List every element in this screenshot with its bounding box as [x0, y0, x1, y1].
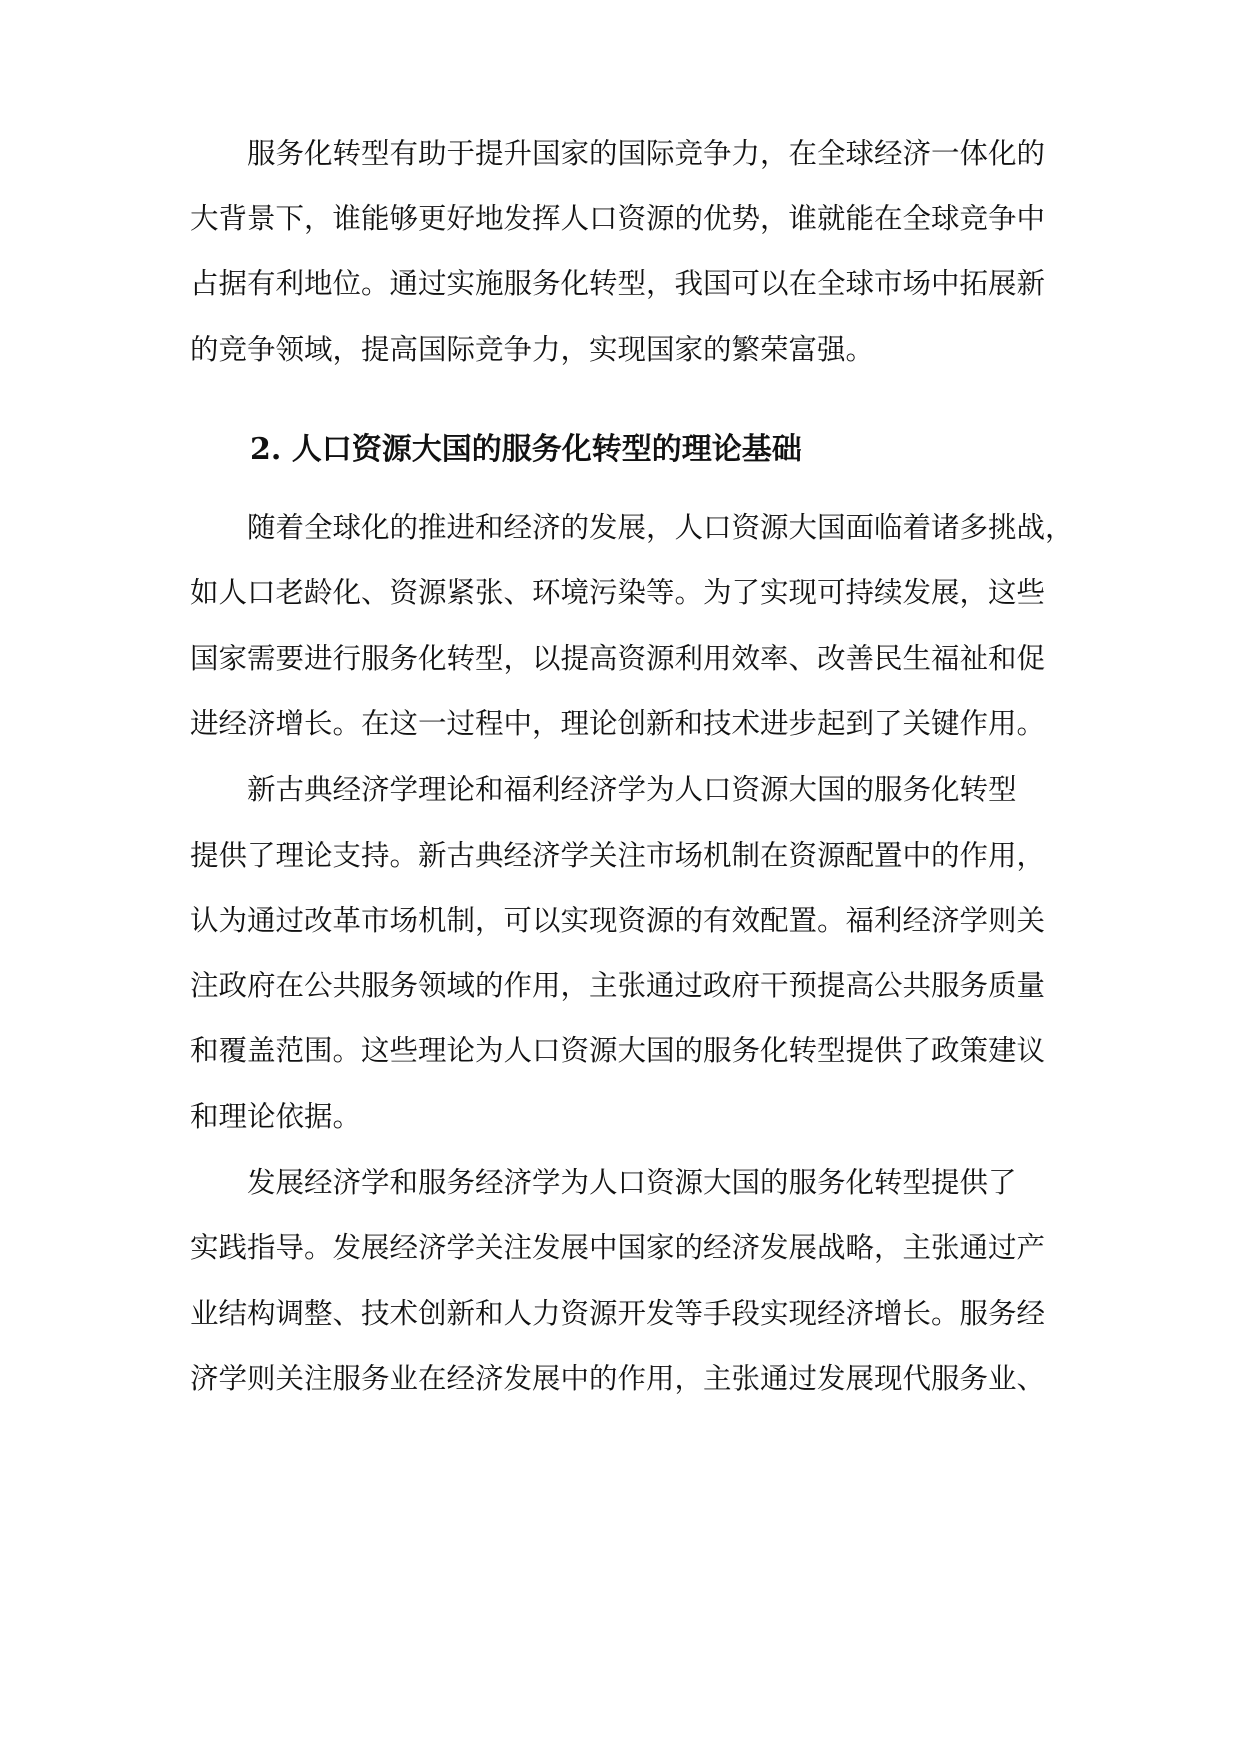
- paragraph-line: 大背景下，谁能够更好地发挥人口资源的优势，谁就能在全球竞争中: [190, 202, 1046, 235]
- paragraph-line: 的竞争领域，提高国际竞争力，实现国家的繁荣富强。: [190, 333, 875, 366]
- paragraph-line: 服务化转型有助于提升国家的国际竞争力，在全球经济一体化的: [247, 137, 1046, 170]
- paragraph-line: 提供了理论支持。新古典经济学关注市场机制在资源配置中的作用，: [190, 839, 1046, 872]
- paragraph-line: 认为通过改革市场机制，可以实现资源的有效配置。福利经济学则关: [190, 904, 1046, 937]
- section-heading: 2. 人口资源大国的服务化转型的理论基础: [250, 432, 802, 467]
- paragraph-line: 占据有利地位。通过实施服务化转型，我国可以在全球市场中拓展新: [190, 267, 1046, 300]
- paragraph-line: 发展经济学和服务经济学为人口资源大国的服务化转型提供了: [247, 1166, 1017, 1199]
- paragraph-line: 济学则关注服务业在经济发展中的作用，主张通过发展现代服务业、: [190, 1362, 1046, 1395]
- paragraph-line: 如人口老龄化、资源紧张、环境污染等。为了实现可持续发展，这些: [190, 576, 1046, 609]
- paragraph-line: 进经济增长。在这一过程中，理论创新和技术进步起到了关键作用。: [190, 707, 1046, 740]
- paragraph-line: 和覆盖范围。这些理论为人口资源大国的服务化转型提供了政策建议: [190, 1034, 1046, 1067]
- paragraph-line: 业结构调整、技术创新和人力资源开发等手段实现经济增长。服务经: [190, 1297, 1046, 1330]
- paragraph-line: 随着全球化的推进和经济的发展，人口资源大国面临着诸多挑战，: [247, 511, 1074, 544]
- paragraph-line: 实践指导。发展经济学关注发展中国家的经济发展战略，主张通过产: [190, 1231, 1046, 1264]
- paragraph-line: 国家需要进行服务化转型，以提高资源利用效率、改善民生福祉和促: [190, 642, 1046, 675]
- paragraph-line: 新古典经济学理论和福利经济学为人口资源大国的服务化转型: [247, 773, 1017, 806]
- paragraph-line: 注政府在公共服务领域的作用，主张通过政府干预提高公共服务质量: [190, 969, 1046, 1002]
- paragraph-line: 和理论依据。: [190, 1100, 362, 1133]
